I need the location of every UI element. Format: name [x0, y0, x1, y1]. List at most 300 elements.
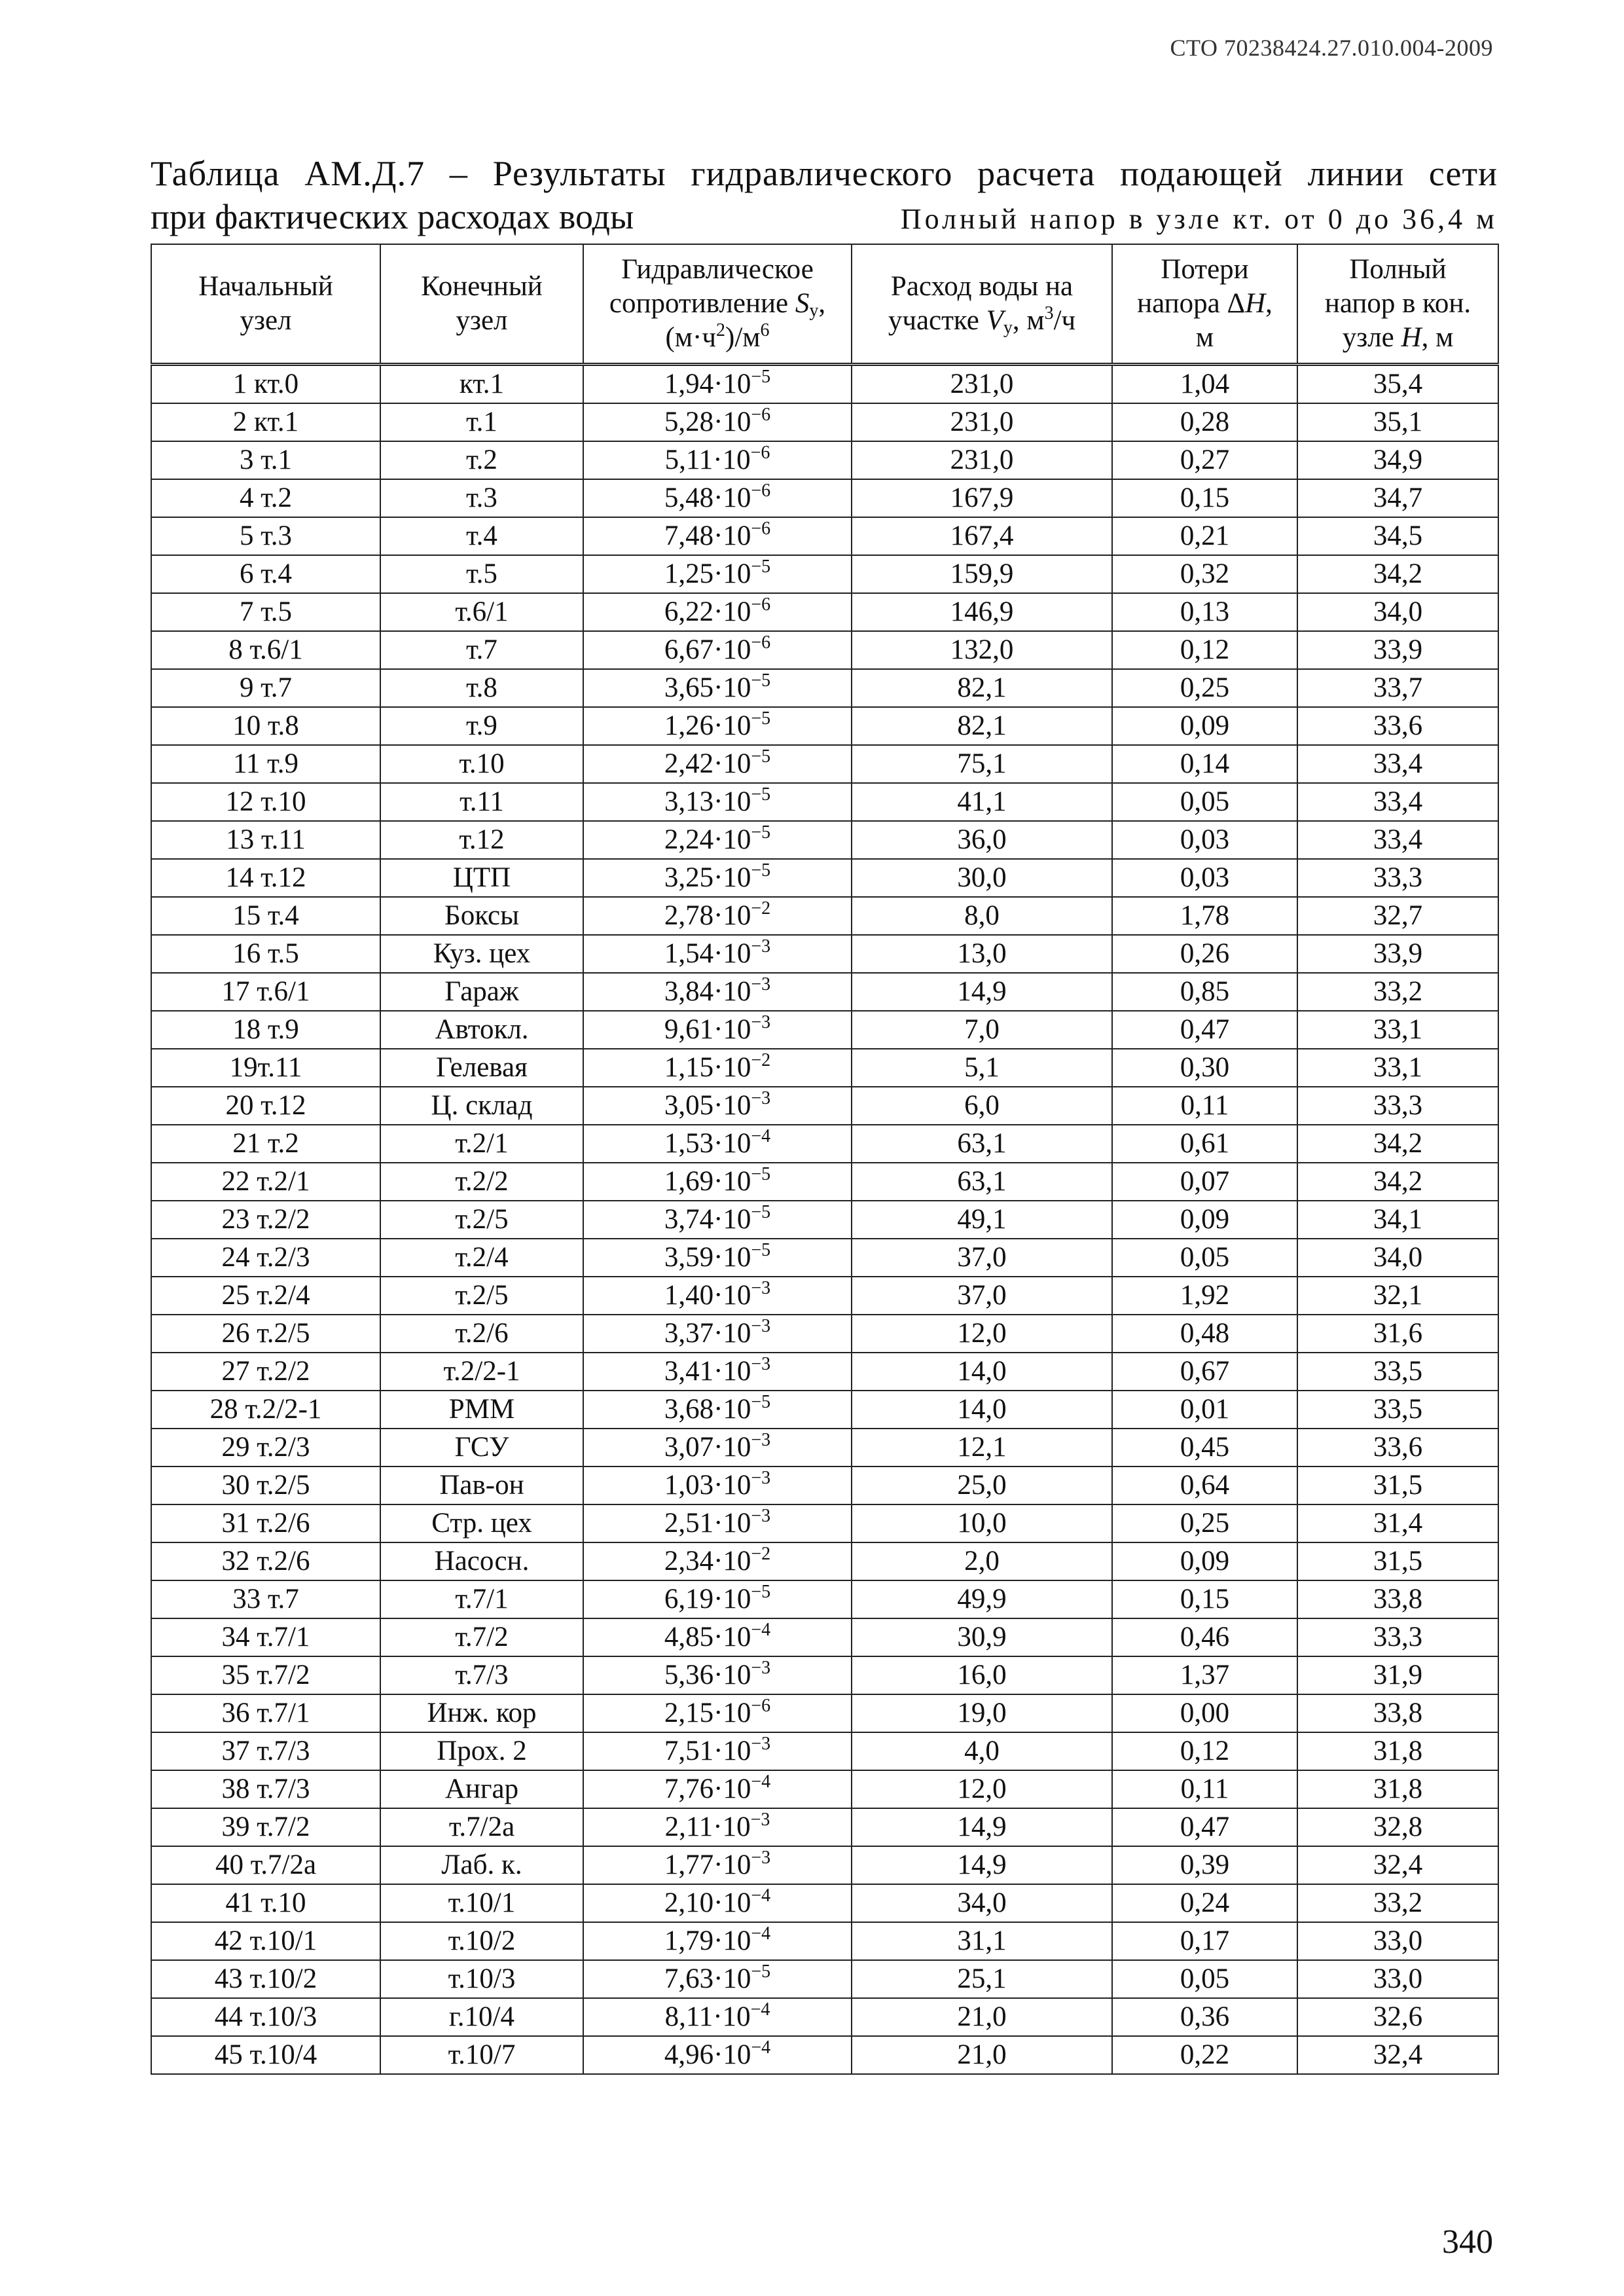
resistance-mantissa: 3,65 — [664, 672, 714, 703]
resistance-exponent: −6 — [751, 481, 771, 501]
cell-resistance — [583, 479, 852, 517]
resistance-mantissa: 2,15 — [664, 1698, 714, 1728]
cell-start-node: 25 т.2/4 — [151, 1277, 380, 1315]
resistance-base: ·10 — [713, 483, 751, 513]
cell-start-node: 21 т.2 — [151, 1125, 380, 1163]
table-row — [151, 1504, 1498, 1542]
table-title — [151, 152, 1498, 241]
resistance-mantissa: 3,25 — [664, 862, 714, 893]
col-header-total-head: Полный напор в кон. узле H, м — [1297, 244, 1498, 365]
cell-total-head: 32,4 — [1297, 2036, 1498, 2074]
resistance-mantissa: 3,41 — [664, 1356, 714, 1387]
resistance-exponent: −5 — [751, 708, 771, 729]
document-code: СТО 70238424.27.010.004-2009 — [1170, 35, 1493, 61]
cell-head-loss: 0,07 — [1112, 1163, 1297, 1201]
cell-resistance — [583, 1770, 852, 1808]
cell-flow: 12,0 — [852, 1315, 1112, 1353]
cell-head-loss: 0,39 — [1112, 1846, 1297, 1884]
resistance-exponent: −3 — [751, 1468, 771, 1488]
resistance-base: ·10 — [713, 1242, 751, 1273]
table-body — [151, 365, 1498, 2075]
cell-total-head: 34,0 — [1297, 1239, 1498, 1277]
resistance-exponent: −4 — [751, 1772, 771, 1792]
cell-resistance — [583, 1542, 852, 1580]
cell-flow: 82,1 — [852, 669, 1112, 707]
cell-end-node: Лаб. к. — [380, 1846, 583, 1884]
table-row — [151, 1580, 1498, 1618]
cell-total-head: 34,9 — [1297, 441, 1498, 479]
cell-total-head: 34,2 — [1297, 1125, 1498, 1163]
table-row — [151, 1277, 1498, 1315]
cell-end-node: т.10/7 — [380, 2036, 583, 2074]
cell-flow: 7,0 — [852, 1011, 1112, 1049]
cell-resistance — [583, 1884, 852, 1922]
resistance-exponent: −3 — [751, 1658, 771, 1678]
cell-start-node: 17 т.6/1 — [151, 973, 380, 1011]
cell-total-head: 32,7 — [1297, 897, 1498, 935]
cell-start-node: 4 т.2 — [151, 479, 380, 517]
cell-start-node: 36 т.7/1 — [151, 1694, 380, 1732]
cell-start-node: 12 т.10 — [151, 783, 380, 821]
resistance-base: ·10 — [713, 824, 751, 855]
resistance-mantissa: 3,68 — [664, 1394, 714, 1425]
cell-flow: 21,0 — [852, 1998, 1112, 2036]
resistance-base: ·10 — [713, 1774, 751, 1804]
cell-start-node: 6 т.4 — [151, 555, 380, 593]
cell-resistance — [583, 669, 852, 707]
cell-resistance — [583, 973, 852, 1011]
cell-resistance — [583, 1277, 852, 1315]
cell-total-head: 34,1 — [1297, 1201, 1498, 1239]
resistance-mantissa: 1,15 — [664, 1052, 714, 1083]
resistance-mantissa: 1,40 — [664, 1280, 714, 1311]
cell-end-node: т.2 — [380, 441, 583, 479]
cell-head-loss: 0,11 — [1112, 1770, 1297, 1808]
cell-start-node: 30 т.2/5 — [151, 1467, 380, 1504]
cell-flow: 231,0 — [852, 441, 1112, 479]
resistance-mantissa: 2,42 — [664, 748, 714, 779]
cell-resistance — [583, 1846, 852, 1884]
cell-end-node: г.10/4 — [380, 1998, 583, 2036]
cell-end-node: т.2/2-1 — [380, 1353, 583, 1391]
resistance-base: ·10 — [713, 1812, 751, 1842]
cell-total-head: 31,4 — [1297, 1504, 1498, 1542]
cell-end-node: Ангар — [380, 1770, 583, 1808]
col-header-start-node: Начальный узел — [151, 244, 380, 365]
table-row — [151, 1884, 1498, 1922]
resistance-mantissa: 5,28 — [664, 407, 714, 437]
cell-start-node: 35 т.7/2 — [151, 1656, 380, 1694]
cell-flow: 6,0 — [852, 1087, 1112, 1125]
resistance-mantissa: 1,77 — [664, 1850, 714, 1880]
table-row — [151, 1239, 1498, 1277]
table-row — [151, 935, 1498, 973]
cell-total-head: 33,3 — [1297, 859, 1498, 897]
table-row — [151, 1011, 1498, 1049]
resistance-mantissa: 8,11 — [664, 2001, 713, 2032]
cell-end-node: т.10/3 — [380, 1960, 583, 1998]
resistance-base: ·10 — [713, 976, 751, 1007]
cell-resistance — [583, 441, 852, 479]
table-row — [151, 1429, 1498, 1467]
resistance-mantissa: 6,19 — [664, 1584, 714, 1614]
cell-start-node: 8 т.6/1 — [151, 631, 380, 669]
cell-total-head: 33,5 — [1297, 1391, 1498, 1429]
resistance-mantissa: 1,25 — [664, 558, 714, 589]
table-row — [151, 1201, 1498, 1239]
resistance-base: ·10 — [713, 748, 751, 779]
cell-total-head: 31,6 — [1297, 1315, 1498, 1353]
cell-total-head: 33,4 — [1297, 783, 1498, 821]
cell-head-loss: 0,12 — [1112, 1732, 1297, 1770]
cell-end-node: ГСУ — [380, 1429, 583, 1467]
cell-head-loss: 0,03 — [1112, 821, 1297, 859]
table-row — [151, 593, 1498, 631]
cell-resistance — [583, 1429, 852, 1467]
resistance-mantissa: 1,53 — [664, 1128, 714, 1159]
resistance-mantissa: 3,07 — [664, 1432, 714, 1463]
cell-end-node: Пав-он — [380, 1467, 583, 1504]
cell-end-node: т.6/1 — [380, 593, 583, 631]
cell-start-node: 40 т.7/2а — [151, 1846, 380, 1884]
cell-resistance — [583, 1391, 852, 1429]
cell-start-node: 9 т.7 — [151, 669, 380, 707]
cell-flow: 10,0 — [852, 1504, 1112, 1542]
cell-end-node: т.7 — [380, 631, 583, 669]
resistance-base: ·10 — [713, 1546, 751, 1576]
resistance-base: ·10 — [713, 2039, 751, 2070]
cell-flow: 14,9 — [852, 1846, 1112, 1884]
cell-total-head: 34,0 — [1297, 593, 1498, 631]
resistance-exponent: −4 — [751, 1886, 771, 1906]
resistance-exponent: −2 — [751, 898, 771, 919]
cell-end-node: т.10 — [380, 745, 583, 783]
cell-flow: 49,9 — [852, 1580, 1112, 1618]
cell-flow: 30,0 — [852, 859, 1112, 897]
table-row — [151, 1770, 1498, 1808]
resistance-mantissa: 6,67 — [664, 634, 714, 665]
resistance-mantissa: 1,94 — [664, 369, 714, 399]
cell-start-node: 29 т.2/3 — [151, 1429, 380, 1467]
cell-resistance — [583, 403, 852, 441]
cell-start-node: 2 кт.1 — [151, 403, 380, 441]
resistance-base: ·10 — [713, 1850, 751, 1880]
table-row — [151, 1163, 1498, 1201]
cell-total-head: 35,4 — [1297, 365, 1498, 404]
cell-head-loss: 0,05 — [1112, 783, 1297, 821]
resistance-base: ·10 — [713, 1356, 751, 1387]
cell-flow: 14,9 — [852, 1808, 1112, 1846]
cell-end-node: т.7/3 — [380, 1656, 583, 1694]
resistance-mantissa: 5,36 — [664, 1660, 714, 1690]
resistance-mantissa: 1,54 — [664, 938, 714, 969]
resistance-mantissa: 2,34 — [664, 1546, 714, 1576]
cell-flow: 2,0 — [852, 1542, 1112, 1580]
table-row — [151, 1467, 1498, 1504]
resistance-exponent: −5 — [751, 1164, 771, 1184]
cell-flow: 146,9 — [852, 593, 1112, 631]
cell-resistance — [583, 1504, 852, 1542]
cell-head-loss: 0,25 — [1112, 1504, 1297, 1542]
cell-head-loss: 1,78 — [1112, 897, 1297, 935]
resistance-exponent: −5 — [751, 1582, 771, 1602]
resistance-exponent: −5 — [751, 1240, 771, 1260]
resistance-mantissa: 7,48 — [664, 520, 714, 551]
cell-head-loss: 0,61 — [1112, 1125, 1297, 1163]
cell-start-node: 26 т.2/5 — [151, 1315, 380, 1353]
cell-head-loss: 0,03 — [1112, 859, 1297, 897]
resistance-base: ·10 — [713, 786, 751, 817]
resistance-mantissa: 4,96 — [664, 2039, 714, 2070]
table-row — [151, 1960, 1498, 1998]
table-row — [151, 441, 1498, 479]
cell-flow: 75,1 — [852, 745, 1112, 783]
table-row — [151, 745, 1498, 783]
cell-head-loss: 0,47 — [1112, 1808, 1297, 1846]
cell-total-head: 33,1 — [1297, 1011, 1498, 1049]
resistance-base: ·10 — [713, 1887, 751, 1918]
cell-end-node: т.10/2 — [380, 1922, 583, 1960]
table-row — [151, 1049, 1498, 1087]
resistance-exponent: −3 — [751, 1012, 771, 1032]
table-title-line2-text: при фактических расходах воды — [151, 197, 634, 236]
cell-head-loss: 0,26 — [1112, 935, 1297, 973]
cell-end-node: т.2/5 — [380, 1201, 583, 1239]
resistance-exponent: −5 — [751, 746, 771, 767]
cell-start-node: 7 т.5 — [151, 593, 380, 631]
cell-start-node: 43 т.10/2 — [151, 1960, 380, 1998]
cell-start-node: 33 т.7 — [151, 1580, 380, 1618]
resistance-exponent: −2 — [751, 1544, 771, 1564]
cell-end-node: т.7/2а — [380, 1808, 583, 1846]
cell-start-node: 13 т.11 — [151, 821, 380, 859]
resistance-mantissa: 5,11 — [664, 445, 713, 475]
cell-total-head: 34,7 — [1297, 479, 1498, 517]
cell-flow: 37,0 — [852, 1277, 1112, 1315]
resistance-base: ·10 — [713, 1014, 751, 1045]
cell-resistance — [583, 1049, 852, 1087]
resistance-exponent: −4 — [751, 1923, 771, 1944]
table-row — [151, 669, 1498, 707]
table-row — [151, 1922, 1498, 1960]
cell-resistance — [583, 517, 852, 555]
resistance-exponent: −5 — [751, 1202, 771, 1222]
cell-end-node: т.2/6 — [380, 1315, 583, 1353]
resistance-exponent: −3 — [751, 974, 771, 994]
cell-head-loss: 0,25 — [1112, 669, 1297, 707]
cell-resistance — [583, 631, 852, 669]
cell-end-node: Прох. 2 — [380, 1732, 583, 1770]
cell-resistance — [583, 1353, 852, 1391]
cell-end-node: т.11 — [380, 783, 583, 821]
cell-flow: 21,0 — [852, 2036, 1112, 2074]
resistance-exponent: −5 — [751, 556, 771, 577]
resistance-base: ·10 — [713, 1963, 751, 1994]
cell-end-node: т.7/2 — [380, 1618, 583, 1656]
cell-head-loss: 0,00 — [1112, 1694, 1297, 1732]
resistance-exponent: −4 — [751, 2037, 771, 2058]
table-row — [151, 1315, 1498, 1353]
cell-flow: 132,0 — [852, 631, 1112, 669]
cell-start-node: 28 т.2/2-1 — [151, 1391, 380, 1429]
resistance-exponent: −3 — [751, 1354, 771, 1374]
table-row — [151, 631, 1498, 669]
cell-end-node: РММ — [380, 1391, 583, 1429]
table-row — [151, 1998, 1498, 2036]
cell-total-head: 33,2 — [1297, 1884, 1498, 1922]
cell-head-loss: 1,37 — [1112, 1656, 1297, 1694]
cell-resistance — [583, 1125, 852, 1163]
cell-total-head: 33,2 — [1297, 973, 1498, 1011]
resistance-exponent: −3 — [751, 1316, 771, 1336]
resistance-base: ·10 — [713, 938, 751, 969]
resistance-exponent: −3 — [751, 1848, 771, 1868]
resistance-base: ·10 — [713, 1166, 751, 1197]
resistance-mantissa: 2,11 — [664, 1812, 713, 1842]
cell-total-head: 33,6 — [1297, 707, 1498, 745]
cell-end-node: Боксы — [380, 897, 583, 935]
cell-start-node: 39 т.7/2 — [151, 1808, 380, 1846]
table-row — [151, 1087, 1498, 1125]
cell-resistance — [583, 1618, 852, 1656]
cell-head-loss: 0,32 — [1112, 555, 1297, 593]
cell-flow: 63,1 — [852, 1163, 1112, 1201]
cell-total-head: 33,3 — [1297, 1087, 1498, 1125]
cell-end-node: т.2/2 — [380, 1163, 583, 1201]
resistance-mantissa: 2,78 — [664, 900, 714, 931]
cell-head-loss: 0,11 — [1112, 1087, 1297, 1125]
resistance-mantissa: 3,37 — [664, 1318, 714, 1349]
resistance-base: ·10 — [713, 1925, 751, 1956]
cell-flow: 36,0 — [852, 821, 1112, 859]
resistance-exponent: −5 — [751, 784, 771, 805]
cell-start-node: 37 т.7/3 — [151, 1732, 380, 1770]
resistance-base: ·10 — [713, 1052, 751, 1083]
cell-resistance — [583, 2036, 852, 2074]
cell-start-node: 18 т.9 — [151, 1011, 380, 1049]
page-number: 340 — [1442, 2223, 1493, 2261]
cell-start-node: 27 т.2/2 — [151, 1353, 380, 1391]
cell-end-node: ЦТП — [380, 859, 583, 897]
cell-start-node: 23 т.2/2 — [151, 1201, 380, 1239]
resistance-base: ·10 — [713, 1698, 751, 1728]
cell-end-node: кт.1 — [380, 365, 583, 404]
table-row — [151, 1353, 1498, 1391]
resistance-exponent: −6 — [751, 1696, 771, 1716]
table-row — [151, 821, 1498, 859]
cell-head-loss: 0,09 — [1112, 1542, 1297, 1580]
resistance-mantissa: 7,63 — [664, 1963, 714, 1994]
cell-end-node: Гелевая — [380, 1049, 583, 1087]
resistance-base: ·10 — [713, 1090, 751, 1121]
cell-end-node: Автокл. — [380, 1011, 583, 1049]
cell-total-head: 33,9 — [1297, 935, 1498, 973]
cell-flow: 167,4 — [852, 517, 1112, 555]
cell-head-loss: 0,46 — [1112, 1618, 1297, 1656]
cell-flow: 16,0 — [852, 1656, 1112, 1694]
cell-resistance — [583, 783, 852, 821]
cell-resistance — [583, 1694, 852, 1732]
resistance-mantissa: 2,24 — [664, 824, 714, 855]
resistance-exponent: −5 — [751, 1961, 771, 1982]
cell-start-node: 38 т.7/3 — [151, 1770, 380, 1808]
cell-head-loss: 0,45 — [1112, 1429, 1297, 1467]
cell-total-head: 33,8 — [1297, 1580, 1498, 1618]
cell-head-loss: 0,15 — [1112, 1580, 1297, 1618]
cell-head-loss: 0,64 — [1112, 1467, 1297, 1504]
cell-head-loss: 0,28 — [1112, 403, 1297, 441]
cell-flow: 82,1 — [852, 707, 1112, 745]
cell-flow: 63,1 — [852, 1125, 1112, 1163]
cell-total-head: 32,6 — [1297, 1998, 1498, 2036]
resistance-base: ·10 — [713, 1622, 751, 1652]
hydraulic-results-table — [151, 244, 1499, 2075]
table-row — [151, 973, 1498, 1011]
resistance-base: ·10 — [713, 2001, 751, 2032]
resistance-base: ·10 — [713, 1470, 751, 1501]
cell-start-node: 16 т.5 — [151, 935, 380, 973]
cell-end-node: т.8 — [380, 669, 583, 707]
cell-end-node: Насосн. — [380, 1542, 583, 1580]
cell-resistance — [583, 821, 852, 859]
table-title-line2 — [151, 195, 1498, 241]
cell-start-node: 32 т.2/6 — [151, 1542, 380, 1580]
cell-resistance — [583, 1201, 852, 1239]
cell-head-loss: 0,17 — [1112, 1922, 1297, 1960]
resistance-mantissa: 3,05 — [664, 1090, 714, 1121]
resistance-base: ·10 — [713, 672, 751, 703]
cell-start-node: 19т.11 — [151, 1049, 380, 1087]
resistance-mantissa: 7,76 — [664, 1774, 714, 1804]
cell-end-node: т.1 — [380, 403, 583, 441]
resistance-exponent: −4 — [751, 1126, 771, 1146]
table-row — [151, 1391, 1498, 1429]
resistance-base: ·10 — [713, 1204, 751, 1235]
cell-total-head: 31,8 — [1297, 1770, 1498, 1808]
cell-resistance — [583, 1239, 852, 1277]
cell-total-head: 34,5 — [1297, 517, 1498, 555]
cell-flow: 25,0 — [852, 1467, 1112, 1504]
cell-head-loss: 0,14 — [1112, 745, 1297, 783]
table-row — [151, 2036, 1498, 2074]
cell-total-head: 33,0 — [1297, 1960, 1498, 1998]
cell-flow: 12,0 — [852, 1770, 1112, 1808]
cell-total-head: 33,1 — [1297, 1049, 1498, 1087]
cell-end-node: Инж. кор — [380, 1694, 583, 1732]
resistance-mantissa: 1,03 — [664, 1470, 714, 1501]
table-header-row — [151, 244, 1498, 365]
resistance-exponent: −6 — [751, 519, 771, 539]
cell-start-node: 20 т.12 — [151, 1087, 380, 1125]
cell-flow: 14,0 — [852, 1391, 1112, 1429]
resistance-mantissa: 4,85 — [664, 1622, 714, 1652]
cell-end-node: Стр. цех — [380, 1504, 583, 1542]
table-row — [151, 897, 1498, 935]
cell-flow: 8,0 — [852, 897, 1112, 935]
resistance-exponent: −3 — [751, 1506, 771, 1526]
resistance-base: ·10 — [713, 1432, 751, 1463]
table-row — [151, 859, 1498, 897]
cell-total-head: 31,8 — [1297, 1732, 1498, 1770]
resistance-exponent: −3 — [751, 936, 771, 957]
cell-head-loss: 0,24 — [1112, 1884, 1297, 1922]
resistance-exponent: −3 — [750, 1810, 770, 1830]
cell-start-node: 22 т.2/1 — [151, 1163, 380, 1201]
resistance-base: ·10 — [713, 1736, 751, 1766]
resistance-exponent: −3 — [751, 1278, 771, 1298]
cell-start-node: 24 т.2/3 — [151, 1239, 380, 1277]
cell-total-head: 33,0 — [1297, 1922, 1498, 1960]
